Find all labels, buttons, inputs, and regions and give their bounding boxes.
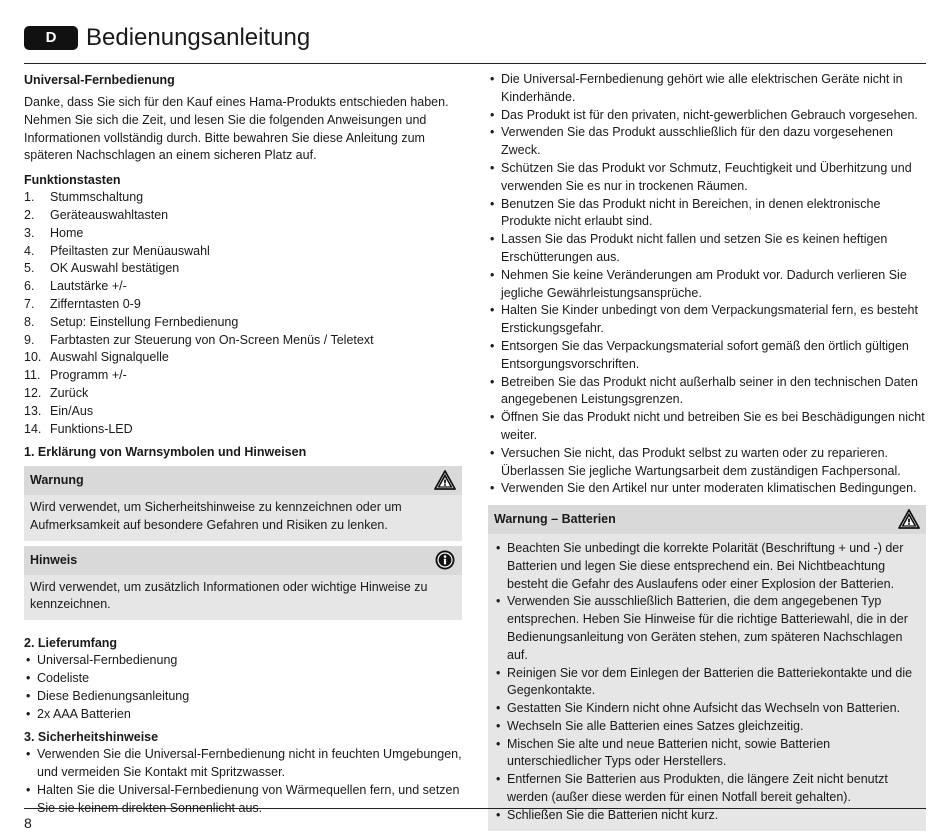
battery-warning-box xyxy=(488,505,926,831)
section2-heading: 2. Lieferumfang xyxy=(24,636,118,651)
safety-list-right xyxy=(488,71,926,498)
language-badge: D xyxy=(24,26,78,50)
footer-divider xyxy=(24,808,926,809)
list-item: • Das Produkt ist für den privaten, nicht-gewerblichen Gebrauch vorgesehen. xyxy=(488,107,926,125)
list-item: • Universal-Fernbedienung xyxy=(24,652,462,670)
list-item: • Verwenden Sie die Universal-Fernbedienung nicht in feuchten Umgebungen, und vermeiden Sie Kontakt mit Spritzwasser. xyxy=(24,746,462,782)
hint-title: Hinweis xyxy=(30,552,78,567)
intro-heading: Universal-Fernbedienung xyxy=(24,73,175,87)
list-item: 1. Stummschaltung xyxy=(24,190,144,205)
list-item: • Verwenden Sie das Produkt ausschließlich für den dazu vorgesehenen Zweck. xyxy=(488,124,926,160)
keys-heading: Funktionstasten xyxy=(24,173,121,188)
list-item: 11. Programm +/- xyxy=(24,368,127,383)
list-item: • Gestatten Sie Kindern nicht ohne Aufsicht das Wechseln von Batterien. xyxy=(494,700,918,718)
list-item: • Benutzen Sie das Produkt nicht in Bereichen, in denen elektronische Produkte nicht erlaubt sind. xyxy=(488,196,926,232)
list-item: 4. Pfeiltasten zur Menüauswahl xyxy=(24,243,210,258)
warning-title: Warnung xyxy=(30,473,84,488)
safety-list-left xyxy=(24,746,462,817)
list-item: 12. Zurück xyxy=(24,385,89,400)
list-item: • Schließen Sie die Batterien nicht kurz. xyxy=(494,807,918,825)
keys-list xyxy=(24,189,462,438)
hint-text: Wird verwendet, um zusätzlich Informationen oder wichtige Hinweise zu kennzeichnen. xyxy=(24,575,462,621)
list-item: • Entfernen Sie Batterien aus Produkten, die längere Zeit nicht benutzt werden (außer diese werden für einen Notfall bereit gehalten). xyxy=(494,771,918,807)
list-item: • Die Universal-Fernbedienung gehört wie alle elektrischen Geräte nicht in Kinderhände. xyxy=(488,71,926,107)
list-item: • 2x AAA Batterien xyxy=(24,706,462,724)
intro-text: Danke, dass Sie sich für den Kauf eines Hama-Produkts entschieden haben. Nehmen Sie sich die Zeit, und lesen Sie die folgenden Anweisungen und Informationen vollständig durch. Bitte bewahren Sie diese Anleitung zum späteren Nachschlagen an einem sicheren Platz auf. xyxy=(24,95,449,163)
warning-box xyxy=(24,466,462,540)
list-item: • Entsorgen Sie das Verpackungsmaterial sofort gemäß den örtlich gültigen Entsorgungsvorschriften. xyxy=(488,338,926,374)
page-number: 8 xyxy=(24,815,32,831)
section3-heading: 3. Sicherheitshinweise xyxy=(24,730,159,745)
list-item: 7. Zifferntasten 0-9 xyxy=(24,296,141,311)
list-item: 8. Setup: Einstellung Fernbedienung xyxy=(24,314,239,329)
list-item: 13. Ein/Aus xyxy=(24,403,94,418)
battery-warning-title: Warnung – Batterien xyxy=(488,505,926,534)
list-item: • Verwenden Sie den Artikel nur unter moderaten klimatischen Bedingungen. xyxy=(488,480,926,498)
info-circle-icon xyxy=(434,549,456,571)
list-item: • Diese Bedienungsanleitung xyxy=(24,688,462,706)
list-item: 2. Geräteauswahltasten xyxy=(24,207,169,222)
list-item: • Lassen Sie das Produkt nicht fallen und setzen Sie es keinen heftigen Erschütterungen aus. xyxy=(488,231,926,267)
list-item: • Halten Sie Kinder unbedingt von dem Verpackungsmaterial fern, es besteht Erstickungsgefahr. xyxy=(488,302,926,338)
delivery-list xyxy=(24,652,462,723)
section1-heading: 1. Erklärung von Warnsymbolen und Hinweisen xyxy=(24,445,307,460)
list-item: 3. Home xyxy=(24,225,84,240)
right-column xyxy=(488,71,926,831)
list-item: • Mischen Sie alte und neue Batterien nicht, sowie Batterien unterschiedlicher Typs oder Herstellers. xyxy=(494,736,918,772)
list-item: • Versuchen Sie nicht, das Produkt selbst zu warten oder zu reparieren. Überlassen Sie jegliche Wartungsarbeit dem zuständigen Fachpersonal. xyxy=(488,445,926,481)
page-title: Bedienungsanleitung xyxy=(86,24,311,51)
list-item: 5. OK Auswahl bestätigen xyxy=(24,261,180,276)
list-item: 6. Lautstärke +/- xyxy=(24,279,127,294)
warning-text: Wird verwendet, um Sicherheitshinweise zu kennzeichnen oder um Aufmerksamkeit auf besondere Gefahren und Risiken zu lenken. xyxy=(24,495,462,541)
list-item: • Halten Sie die Universal-Fernbedienung von Wärmequellen fern, und setzen Sie sie keinem direkten Sonnenlicht aus. xyxy=(24,782,462,818)
list-item: • Schützen Sie das Produkt vor Schmutz, Feuchtigkeit und Überhitzung und verwenden Sie es nur in trockenen Räumen. xyxy=(488,160,926,196)
list-item: • Öffnen Sie das Produkt nicht und betreiben Sie es bei Beschädigungen nicht weiter. xyxy=(488,409,926,445)
list-item: 9. Farbtasten zur Steuerung von On-Screen Menüs / Teletext xyxy=(24,332,374,347)
battery-warning-list xyxy=(488,534,926,831)
hint-box xyxy=(24,546,462,620)
list-item: • Betreiben Sie das Produkt nicht außerhalb seiner in den technischen Daten angegebenen Leistungsgrenzen. xyxy=(488,374,926,410)
list-item: 14. Funktions-LED xyxy=(24,421,133,436)
list-item: • Nehmen Sie keine Veränderungen am Produkt vor. Dadurch verlieren Sie jegliche Gewährleistungsansprüche. xyxy=(488,267,926,303)
warning-triangle-icon xyxy=(898,508,920,530)
list-item: • Verwenden Sie ausschließlich Batterien, die dem angegebenen Typ entsprechen. Heben Sie Hinweise für die richtige Batteriewahl, die in der Bedienungsanleitung von Geräten stehen, zum späteren Nachschlagen auf. xyxy=(494,593,918,664)
list-item: • Beachten Sie unbedingt die korrekte Polarität (Beschriftung + und -) der Batterien und legen Sie diese entsprechend ein. Bei Nichtbeachtung besteht die Gefahr des Auslaufens oder einer Explosion der Batterien. xyxy=(494,540,918,593)
page-header xyxy=(24,22,926,64)
list-item: • Reinigen Sie vor dem Einlegen der Batterien die Batteriekontakte und die Gegenkontakte. xyxy=(494,665,918,701)
list-item: • Codeliste xyxy=(24,670,462,688)
warning-triangle-icon xyxy=(434,469,456,491)
list-item: 10. Auswahl Signalquelle xyxy=(24,350,169,365)
left-column xyxy=(24,71,462,818)
list-item: • Wechseln Sie alle Batterien eines Satzes gleichzeitig. xyxy=(494,718,918,736)
